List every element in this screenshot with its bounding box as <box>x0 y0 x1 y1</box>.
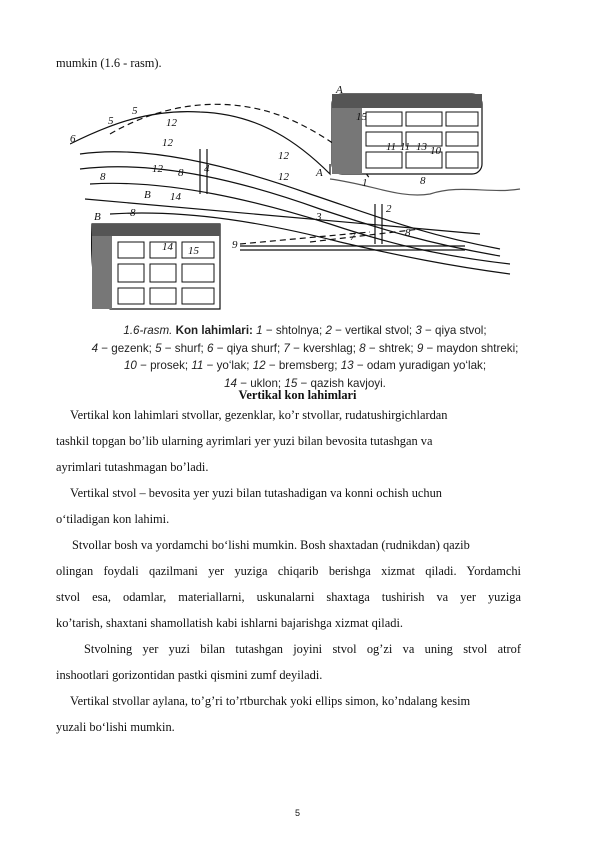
figure-label: B <box>144 189 151 201</box>
figure-label: 7 <box>350 231 356 243</box>
paragraph-line: Vertikal kon lahimlari stvollar, gezenklar, ko’r stvollar, rudatushirgichlardan <box>70 408 448 422</box>
caption-number: 1.6-rasm. <box>123 324 173 337</box>
paragraph-line: olingan foydali qazilmani yer yuziga chiqarib berishga xizmat qiladi. Yordamchi <box>56 564 521 578</box>
figure-label: 12 <box>152 163 163 175</box>
figure-label: 8 <box>130 207 136 219</box>
figure-label: B <box>94 211 101 223</box>
paragraph-line: Stvolning yer yuzi bilan tutashgan joyini stvol og’zi va uning stvol atrof <box>84 642 521 656</box>
figure-label: 3 <box>316 211 322 223</box>
figure-label: 8 <box>405 227 411 239</box>
paragraph-line: tashkil topgan bo’lib ularning ayrimlari yer yuzi bilan bevosita tutashgan va <box>56 434 433 448</box>
paragraph-line: Vertikal stvollar aylana, to’g’ri to’rtburchak yoki ellips simon, ko’ndalang kesim <box>70 694 471 708</box>
figure-label: 12 <box>166 117 177 129</box>
figure-label: 12 <box>278 150 289 162</box>
figure-label: 8 <box>178 167 184 179</box>
caption-items: 1 − shtolnya; 2 − vertikal stvol; 3 − qiya stvol; 4 − gezenk; 5 − shurf; 6 − qiya shurf; 7 − kvershlag; 8 − shtrek; 9 − maydon shtreki; 10 − prosek; 11 − yo‘lak; 12 − bremsberg; 13 − odam yuradigan yo‘lak; 14 − uklon; 15 − qazish kavjoyi. <box>91 324 519 390</box>
figure-caption <box>80 322 530 392</box>
figure-label: A <box>336 84 343 96</box>
figure-label: 4 <box>204 163 210 175</box>
paragraph-line: ayrimlari tutashmagan bo’ladi. <box>56 460 209 474</box>
paragraph-line: ko’tarish, shaxtani shamollatish kabi ishlarni bajarishga xizmat qiladi. <box>56 616 403 630</box>
paragraph-line: o‘tiladigan kon lahimi. <box>56 512 170 526</box>
figure-label: 15 <box>188 245 199 257</box>
paragraph-line: Vertikal stvol – bevosita yer yuzi bilan tutashadigan va konni ochish uchun <box>70 486 442 500</box>
paragraph-line: Stvollar bosh va yordamchi bo‘lishi mumkin. Bosh shaxtadan (rudnikdan) qazib <box>72 538 470 552</box>
figure-label: 5 <box>132 105 138 117</box>
figure-label: 5 <box>108 115 114 127</box>
figure-label: 2 <box>386 203 392 215</box>
figure-label: 8 <box>420 175 426 187</box>
page-number: 5 <box>294 808 300 818</box>
inset-a <box>332 94 482 174</box>
figure-label: 6 <box>70 133 76 145</box>
figure-label: 15 <box>356 111 367 123</box>
figure-label: 11 <box>400 141 411 153</box>
inset-b <box>92 224 220 309</box>
figure-label: 8 <box>100 171 106 183</box>
section-heading: Vertikal kon lahimlari <box>238 388 357 402</box>
figure-label: 11 <box>386 141 397 153</box>
figure-label: 12 <box>162 137 173 149</box>
paragraph-line: stvol esa, odamlar, materiallarni, uskunalarni shaxtaga tushirish va yer yuziga <box>56 590 521 604</box>
caption-title: Kon lahimlari: <box>175 324 253 337</box>
figure-label: 9 <box>232 239 238 251</box>
mine-workings-diagram <box>70 84 525 314</box>
figure-label: 14 <box>170 191 181 203</box>
paragraph-line: mumkin (1.6 - rasm). <box>56 56 162 70</box>
figure-label: A <box>316 167 323 179</box>
figure-label: 10 <box>430 145 441 157</box>
figure-label: 1 <box>362 177 368 189</box>
figure-label: 13 <box>416 141 427 153</box>
figure-label: 12 <box>278 171 289 183</box>
figure-label: 14 <box>162 241 173 253</box>
paragraph-line: inshootlari gorizontidan pastki qismini zumf deyiladi. <box>56 668 323 682</box>
paragraph-line: yuzali bo‘lishi mumkin. <box>56 720 175 734</box>
